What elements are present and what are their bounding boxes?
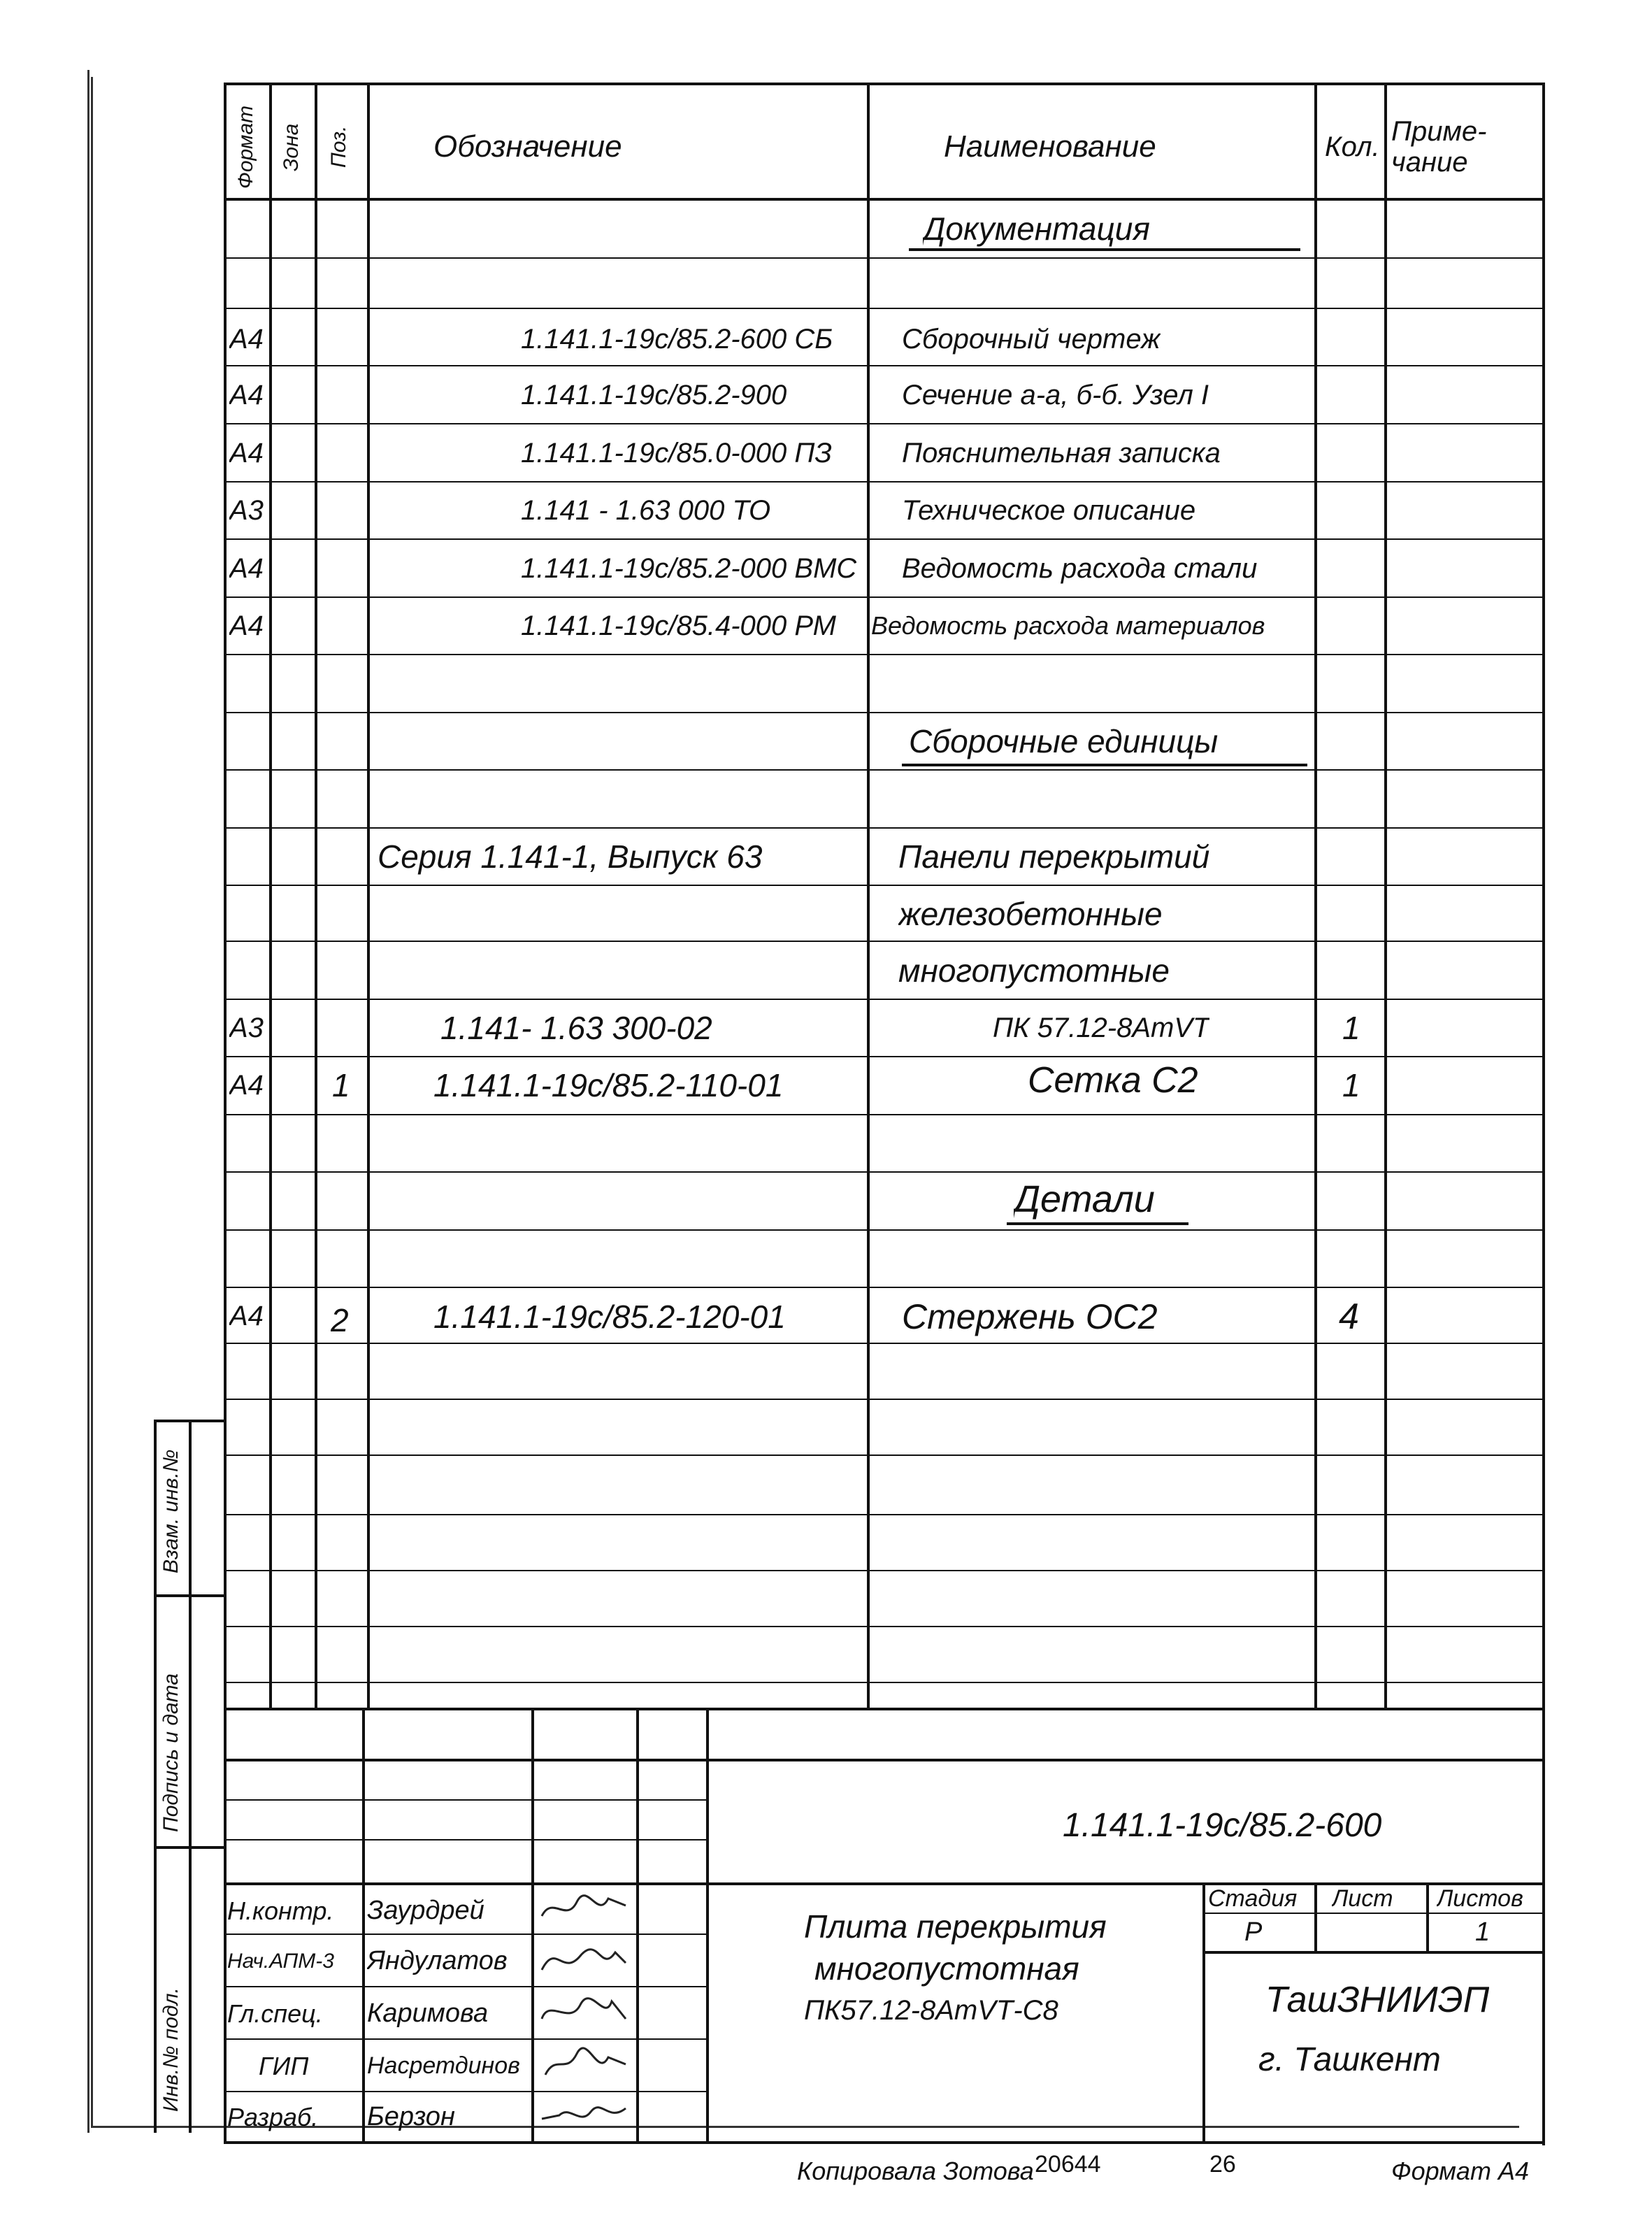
side-label-inv-orig: Инв.№ подл. bbox=[159, 1987, 182, 2112]
section-assembly-units: Сборочные единицы bbox=[909, 723, 1219, 759]
row-line bbox=[224, 712, 1545, 713]
assembly-row-2-name: Сетка С2 bbox=[1028, 1060, 1198, 1101]
tb-row-line bbox=[224, 1986, 706, 1987]
row-line bbox=[224, 885, 1545, 886]
tb-org-line bbox=[1202, 1951, 1545, 1954]
header-pos: Поз. bbox=[327, 125, 350, 168]
col-divider-qty bbox=[1314, 83, 1317, 1710]
doc-row-4-format: А3 bbox=[229, 494, 264, 526]
tb-role-2: Нач.АПМ-3 bbox=[227, 1949, 334, 1973]
header-zone: Зона bbox=[280, 123, 303, 171]
detail-row-1-pos: 2 bbox=[331, 1301, 349, 1338]
signature-scribble-3 bbox=[538, 1991, 629, 2033]
title-line-3: ПК57.12-8АтVТ-С8 bbox=[804, 1994, 1058, 2026]
header-bottom-border bbox=[224, 198, 1545, 201]
title-block-left bbox=[224, 1708, 227, 2141]
tb-person-3: Каримова bbox=[367, 1999, 489, 2028]
row-line bbox=[224, 1399, 1545, 1400]
row-line bbox=[224, 999, 1545, 1000]
tb-row-line bbox=[224, 1799, 706, 1801]
col-divider-note bbox=[1384, 83, 1387, 1710]
signature-scribble-5 bbox=[538, 2094, 629, 2136]
doc-row-1-name: Сборочный чертеж bbox=[902, 323, 1161, 355]
row-line bbox=[224, 308, 1545, 309]
row-line bbox=[224, 941, 1545, 942]
doc-row-6-name: Ведомость расхода материалов bbox=[871, 611, 1265, 640]
col-divider-name bbox=[867, 83, 870, 1710]
tb-col-role bbox=[362, 1708, 365, 2141]
row-line bbox=[224, 423, 1545, 424]
tb-role-3: Гл.спец. bbox=[227, 1999, 323, 2028]
signature-scribble-2 bbox=[538, 1938, 629, 1980]
section-documentation: Документация bbox=[923, 210, 1150, 247]
doc-row-5-name: Ведомость расхода стали bbox=[902, 552, 1258, 584]
tb-col-person bbox=[531, 1708, 534, 2141]
row-line bbox=[224, 654, 1545, 655]
detail-row-1-name: Стержень ОС2 bbox=[902, 1296, 1158, 1336]
tb-col-sign bbox=[636, 1708, 639, 2141]
assembly-row-1-designation: 1.141- 1.63 300-02 bbox=[440, 1010, 712, 1046]
col-divider-designation bbox=[367, 83, 370, 1710]
side-stamp-left-border bbox=[154, 1420, 157, 2133]
side-stamp-sep-2 bbox=[154, 1846, 224, 1849]
assembly-row-2-designation: 1.141.1-19с/85.2-110-01 bbox=[433, 1067, 784, 1103]
detail-row-1-qty: 4 bbox=[1339, 1296, 1359, 1337]
title-line-1: Плита перекрытия bbox=[804, 1908, 1107, 1945]
assembly-row-2-format: А4 bbox=[229, 1069, 264, 1101]
doc-row-2-format: А4 bbox=[229, 379, 264, 410]
row-line bbox=[224, 1343, 1545, 1344]
binding-edge-line bbox=[87, 70, 89, 2133]
header-designation: Обозначение bbox=[433, 129, 622, 164]
signature-scribble-1 bbox=[538, 1888, 629, 1930]
tb-role-4: ГИП bbox=[259, 2051, 309, 2080]
tb-sheet-label: Лист bbox=[1332, 1885, 1393, 1912]
row-line bbox=[224, 769, 1545, 771]
doc-row-4-designation: 1.141 - 1.63 000 ТО bbox=[521, 494, 771, 526]
section-details-underline bbox=[1007, 1222, 1188, 1225]
assembly-row-1-name: ПК 57.12-8АтVТ bbox=[993, 1012, 1210, 1043]
tb-stage-line bbox=[1202, 1913, 1545, 1914]
tb-org-city: г. Ташкент bbox=[1258, 2040, 1441, 2078]
title-block-top bbox=[224, 1759, 1545, 1761]
row-line bbox=[224, 1229, 1545, 1231]
table-left-border bbox=[224, 83, 227, 1710]
assembly-row-1-qty: 1 bbox=[1342, 1010, 1360, 1046]
tb-row-line bbox=[224, 2038, 706, 2040]
row-line bbox=[224, 1682, 1545, 1683]
doc-row-3-designation: 1.141.1-19с/85.0-000 ПЗ bbox=[521, 437, 832, 469]
table-top-border bbox=[224, 83, 1545, 85]
tb-person-2: Яндулатов bbox=[367, 1946, 508, 1975]
doc-row-4-name: Техническое описание bbox=[902, 494, 1196, 526]
doc-row-5-format: А4 bbox=[229, 552, 264, 584]
tb-stage-value: Р bbox=[1244, 1917, 1263, 1947]
header-note: Приме- чание bbox=[1391, 116, 1487, 178]
row-line bbox=[224, 1514, 1545, 1515]
doc-row-2-name: Сечение а-а, б-б. Узел I bbox=[902, 379, 1209, 410]
row-line bbox=[224, 1287, 1545, 1288]
tb-right-divider bbox=[1202, 1882, 1205, 2141]
tb-role-1: Н.контр. bbox=[227, 1896, 334, 1925]
title-line-2: многопустотная bbox=[814, 1950, 1079, 1987]
row-line bbox=[224, 1114, 1545, 1115]
series-name-line-3: многопустотные bbox=[898, 952, 1170, 989]
row-line bbox=[224, 481, 1545, 483]
row-line bbox=[224, 1570, 1545, 1571]
table-bottom-border bbox=[224, 1708, 1545, 1710]
doc-row-6-designation: 1.141.1-19с/85.4-000 РМ bbox=[521, 610, 836, 641]
tb-person-1: Заурдрей bbox=[367, 1896, 484, 1925]
footer-copied: Копировала Зотова bbox=[797, 2157, 1034, 2185]
series-designation: Серия 1.141-1, Выпуск 63 bbox=[378, 838, 763, 875]
section-details: Детали bbox=[1014, 1178, 1155, 1220]
title-block-bottom bbox=[224, 2141, 1545, 2144]
tb-person-5: Берзон bbox=[367, 2102, 455, 2131]
row-line bbox=[224, 365, 1545, 366]
signature-scribble-4 bbox=[538, 2043, 629, 2085]
tb-row-line bbox=[224, 2091, 706, 2092]
doc-row-3-name: Пояснительная записка bbox=[902, 437, 1221, 469]
row-line bbox=[224, 538, 1545, 540]
tb-role-5: Разраб. bbox=[227, 2102, 319, 2131]
detail-row-1-format: А4 bbox=[229, 1301, 264, 1331]
tb-sheet-divider bbox=[1426, 1882, 1429, 1952]
tb-org-name: ТашЗНИИЭП bbox=[1265, 1980, 1490, 2020]
footer-number: 20644 bbox=[1035, 2150, 1101, 2178]
side-stamp-sep-1 bbox=[154, 1594, 224, 1597]
col-divider-zone bbox=[269, 83, 272, 1710]
doc-row-5-designation: 1.141.1-19с/85.2-000 ВМС bbox=[521, 552, 857, 584]
section-assembly-underline bbox=[902, 764, 1307, 766]
series-name-line-1: Панели перекрытий bbox=[898, 838, 1210, 875]
col-divider-pos bbox=[315, 83, 317, 1710]
doc-row-2-designation: 1.141.1-19с/85.2-900 bbox=[521, 379, 787, 410]
footer-page: 26 bbox=[1209, 2150, 1236, 2178]
assembly-row-2-qty: 1 bbox=[1342, 1067, 1360, 1103]
row-line bbox=[224, 1056, 1545, 1057]
assembly-row-1-format: А3 bbox=[229, 1012, 264, 1043]
doc-row-6-format: А4 bbox=[229, 610, 264, 641]
doc-row-1-designation: 1.141.1-19с/85.2-600 СБ bbox=[521, 323, 833, 355]
tb-stage-divider bbox=[1314, 1882, 1317, 1952]
section-documentation-underline bbox=[909, 248, 1300, 251]
header-format: Формат bbox=[234, 105, 257, 189]
side-stamp-top bbox=[154, 1420, 224, 1422]
side-label-inv-repl: Взам. инв.№ bbox=[159, 1449, 182, 1573]
tb-row-line bbox=[224, 1839, 706, 1841]
assembly-row-2-pos: 1 bbox=[332, 1067, 350, 1103]
row-line bbox=[224, 596, 1545, 598]
row-line bbox=[224, 1626, 1545, 1627]
header-qty: Кол. bbox=[1325, 131, 1380, 162]
tb-person-4: Насретдинов bbox=[367, 2052, 520, 2079]
header-name: Наименование bbox=[944, 129, 1156, 164]
tb-col-date bbox=[706, 1708, 709, 2141]
title-doc-code: 1.141.1-19с/85.2-600 bbox=[1063, 1806, 1382, 1844]
detail-row-1-designation: 1.141.1-19с/85.2-120-01 bbox=[433, 1298, 786, 1335]
side-label-sign-date: Подпись и дата bbox=[159, 1673, 182, 1832]
row-line bbox=[224, 1171, 1545, 1173]
tb-sheets-value: 1 bbox=[1475, 1917, 1491, 1947]
row-line bbox=[224, 827, 1545, 829]
side-stamp-divider bbox=[189, 1420, 192, 2133]
tb-stage-label: Стадия bbox=[1208, 1885, 1298, 1912]
row-line bbox=[224, 257, 1545, 259]
footer-format: Формат А4 bbox=[1391, 2157, 1529, 2185]
doc-row-3-format: А4 bbox=[229, 437, 264, 469]
series-name-line-2: железобетонные bbox=[898, 896, 1163, 932]
tb-row-line bbox=[224, 1934, 706, 1935]
tb-sheets-label: Листов bbox=[1437, 1885, 1523, 1912]
doc-row-1-format: А4 bbox=[229, 323, 264, 355]
row-line bbox=[224, 1454, 1545, 1456]
